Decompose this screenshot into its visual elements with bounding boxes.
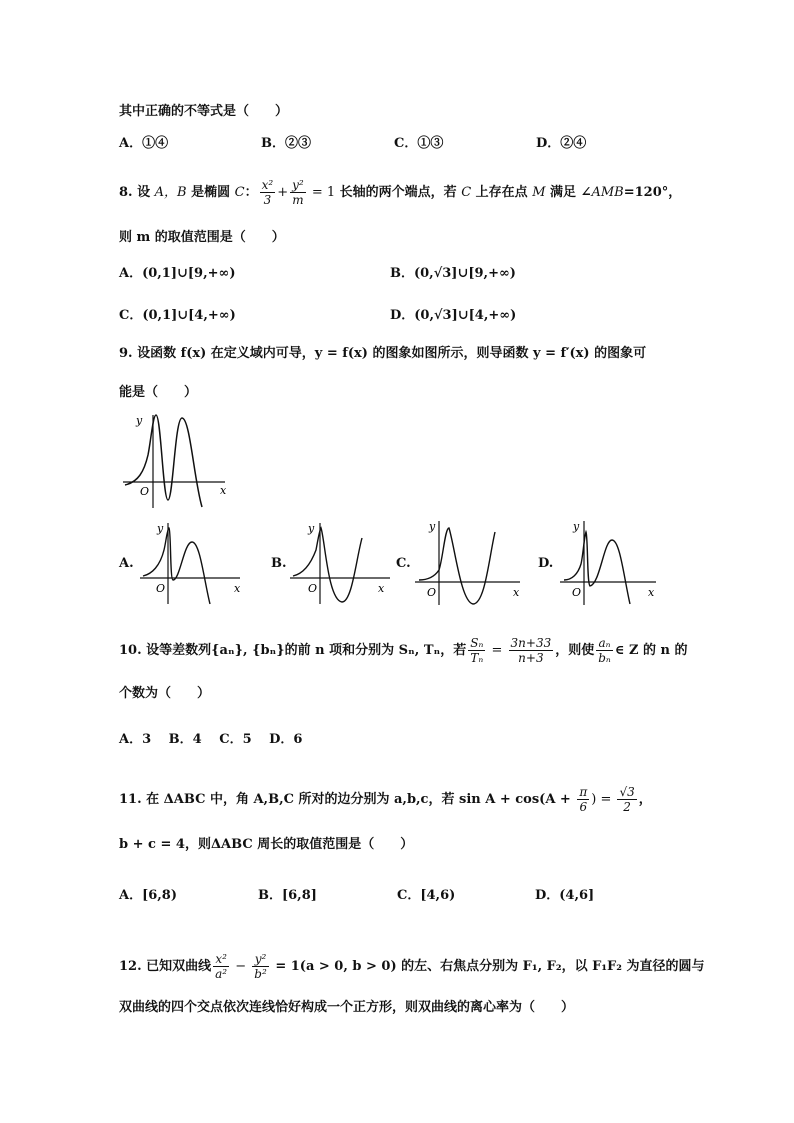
- q12-frac-y: $\frac{\text{y²}}{\text{b²}}$: [254, 952, 267, 981]
- q9-a-x-label: x: [234, 582, 241, 595]
- q9-main-origin: O: [140, 485, 150, 498]
- q9-label-b: B.: [271, 556, 287, 571]
- q7-option-a: A．①④: [119, 136, 169, 151]
- q10-frac-st: $\frac{\text{Sₙ}}{\text{Tₙ}}$: [470, 636, 484, 665]
- q11-option-b: B．[6,8]: [258, 888, 317, 903]
- q7-option-c: C．①③: [394, 136, 444, 151]
- q8-option-c: C．(0,1]∪[4,+∞): [119, 308, 236, 323]
- q12-line2: 双曲线的四个交点依次连线恰好构成一个正方形，则双曲线的离心率为（ ）: [119, 1000, 575, 1015]
- q9-line1: 9. 设函数 f(x) 在定义域内可导，y = f(x) 的图象如图所示，则导函数 y = f′(x) 的图象可: [119, 346, 647, 361]
- q8-option-a: A．(0,1]∪[9,+∞): [119, 266, 236, 281]
- q8-frac-y: $\frac{\text{y²}}{m}$: [292, 178, 304, 207]
- q8-option-b: B．(0,√3]∪[9,+∞): [390, 266, 516, 281]
- q10-frac-expr: $\frac{3n+33}{n+3}$: [510, 636, 552, 665]
- q9-graph-b: [290, 520, 395, 605]
- q11-option-a: A．[6,8): [119, 888, 178, 903]
- q11-frac-pi: $\frac{\pi}{6}$: [579, 785, 588, 814]
- q9-a-y-label: y: [157, 522, 164, 535]
- q10-options: A．3 B．4 C．5 D．6: [119, 732, 303, 747]
- q9-label-c: C.: [396, 556, 411, 571]
- q8-frac-x: $\frac{\text{x²}}{3}$: [261, 178, 274, 207]
- q9-line2: 能是（ ）: [119, 385, 198, 400]
- q7-option-b: B．②③: [261, 136, 311, 151]
- q9-d-origin: O: [572, 586, 582, 599]
- q9-d-y-label: y: [573, 520, 580, 533]
- q8-option-d: D．(0,√3]∪[4,+∞): [390, 308, 517, 323]
- q11-line1: 11. 在 ΔABC 中，角 A,B,C 所对的边分别为 a,b,c，若 sin A + cos(A + $\frac{\pi}{6}$ ) = $\frac{√3}{2}$ ，: [119, 785, 652, 814]
- q9-c-x-label: x: [513, 586, 520, 599]
- q11-line2: b + c = 4，则ΔABC 周长的取值范围是（ ）: [119, 837, 414, 852]
- q9-main-graph: [120, 410, 230, 510]
- q10-line2: 个数为（ ）: [119, 686, 211, 701]
- q9-c-origin: O: [427, 586, 437, 599]
- q9-a-origin: O: [156, 582, 166, 595]
- q10-line1: 10. 设等差数列{aₙ}, {bₙ}的前 n 项和分别为 Sₙ, Tₙ，若 $\frac{\text{Sₙ}}{\text{Tₙ}}$ = $\frac{3n+33}{n+3}$ ，则使 $\frac{\text{aₙ}}{\text{bₙ}}$ ∈ Z 的 n 的: [119, 636, 688, 665]
- q9-c-y-label: y: [429, 520, 436, 533]
- q11-frac-root3: $\frac{√3}{2}$: [619, 785, 635, 814]
- q12-frac-x: $\frac{\text{x²}}{\text{a²}}$: [215, 952, 228, 981]
- q9-graph-c: [415, 518, 525, 606]
- q9-b-y-label: y: [308, 522, 315, 535]
- q9-b-x-label: x: [378, 582, 385, 595]
- q12-line1: 12. 已知双曲线 $\frac{\text{x²}}{\text{a²}}$ − $\frac{\text{y²}}{\text{b²}}$ = 1(a > 0, b > 0) 的左、右焦点分别为 F₁, F₂，以 F₁F₂ 为直径的圆与: [119, 952, 705, 981]
- q7-option-d: D．②④: [536, 136, 587, 151]
- q9-main-y-label: y: [136, 414, 143, 427]
- q9-d-x-label: x: [648, 586, 655, 599]
- q8-line1: 8. 设 A，B 是椭圆 C： $\frac{\text{x²}}{3}$ + $\frac{\text{y²}}{m}$ = 1 长轴的两个端点，若 C 上存在点 M 满足 ∠AMB=120°，: [119, 178, 682, 207]
- q11-option-c: C．[4,6): [397, 888, 456, 903]
- q8-line2: 则 m 的取值范围是（ ）: [119, 230, 285, 245]
- q9-main-x-label: x: [220, 484, 227, 497]
- q9-b-origin: O: [308, 582, 318, 595]
- q10-frac-ab: $\frac{\text{aₙ}}{\text{bₙ}}$: [598, 636, 611, 665]
- q7-tail: 其中正确的不等式是（ ）: [119, 104, 289, 119]
- q9-label-a: A.: [119, 556, 134, 571]
- q11-option-d: D．(4,6]: [535, 888, 595, 903]
- q9-graph-a: [140, 520, 245, 605]
- q9-graph-d: [560, 518, 660, 606]
- q9-label-d: D.: [538, 556, 554, 571]
